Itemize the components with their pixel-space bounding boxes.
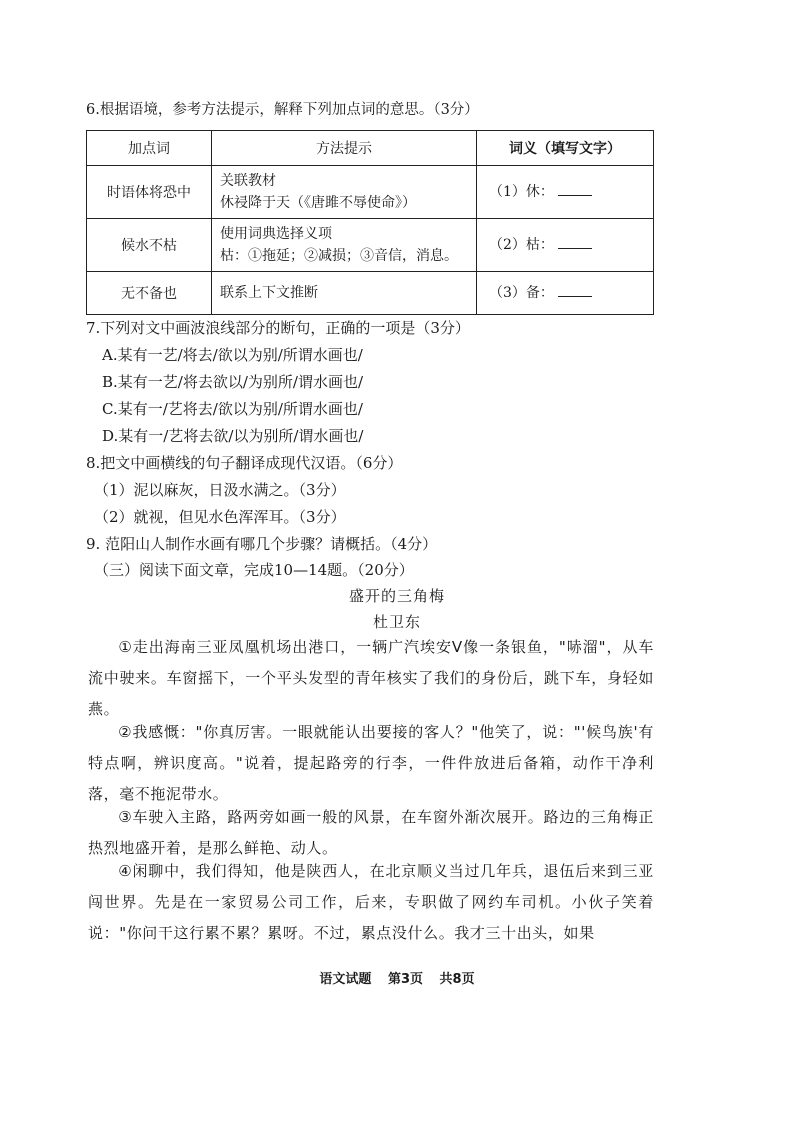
meaning-label: （1）休： [489,184,554,200]
meaning-cell [477,166,654,219]
method-hint-table [86,130,654,315]
answer-blank[interactable] [558,236,592,249]
answer-blank[interactable] [558,183,592,196]
article-paragraph [88,802,654,864]
section-3-heading: （三）阅读下面文章，完成10—14题。（20分） [94,561,414,579]
table-row [87,219,654,272]
hint-line: 枯：①拖延；②减损；③音信，消息。 [220,248,458,264]
footer-subject: 语文试题 [319,972,372,987]
method-hint [212,219,477,272]
table-row [87,166,654,219]
article-paragraph [88,717,654,810]
paragraph-text: ③车驶入主路，路两旁如画一般的风景，在车窗外渐次展开。路边的三角梅正热烈地盛开着，是那么鲜艳、动人。 [88,808,654,857]
header-hint: 方法提示 [212,131,477,166]
table-header-row [87,131,654,166]
paragraph-text: ④闲聊中，我们得知，他是陕西人，在北京顺义当过几年兵，退伍后来到三亚闯世界。先是在一家贸易公司工作，后来，专职做了网约车司机。小伙子笑着说："你问干这行累不累？累呀。不过，累点没什么。我才三十出头，如果 [88,862,654,942]
question-9-prompt: 9. 范阳山人制作水画有哪几个步骤？请概括。（4分） [86,535,438,553]
meaning-label: （3）备： [489,285,554,301]
method-hint [212,166,477,219]
meaning-label: （2）枯： [489,237,554,253]
hint-line: 使用词典选择义项 [220,226,332,242]
question-6-prompt: 6.根据语境，参考方法提示，解释下列加点词的意思。（3分） [86,102,479,118]
dotted-word: 候水不枯 [87,219,212,272]
dotted-word: 无不备也 [87,272,212,315]
dotted-word: 时语体将恐中 [87,166,212,219]
question-7-prompt: 7.下列对文中画波浪线部分的断句，正确的一项是（3分） [86,319,470,337]
paragraph-text: ②我感慨："你真厉害。一眼就能认出要接的客人？"他笑了，说："'候鸟族'有特点啊，辨识度高。"说着，提起路旁的行李，一件件放进后备箱，动作干净利落，毫不拖泥带水。 [88,723,654,803]
paragraph-text: ①走出海南三亚凤凰机场出港口，一辆广汽埃安V像一条银鱼，"哧溜"，从车流中驶来。车窗摇下，一个平头发型的青年核实了我们的身份后，跳下车，身轻如燕。 [88,638,654,718]
page-footer [0,970,794,990]
question-8-prompt: 8.把文中画横线的句子翻译成现代汉语。（6分） [86,454,403,472]
hint-line: 休祲降于天（《唐雎不辱使命》） [220,195,416,211]
header-meaning: 词义（填写文字） [477,131,654,166]
footer-page: 第3页 [387,972,423,987]
article-title: 盛开的三角梅 [348,587,445,605]
question-8-item: （1）泥以麻灰，日汲水满之。（3分） [94,481,346,499]
table-row [87,272,654,315]
meaning-cell [477,272,654,315]
answer-blank[interactable] [558,284,592,297]
article-paragraph [88,632,654,725]
meaning-cell [477,219,654,272]
option-d[interactable]: D.某有一/艺将去欲/以为别所/谓水画也/ [102,427,364,445]
article-author: 杜卫东 [372,613,421,631]
hint-line: 联系上下文推断 [220,285,318,301]
option-a[interactable]: A.某有一艺/将去/欲以为别/所谓水画也/ [102,346,363,364]
footer-total: 共8页 [439,972,475,987]
method-hint [212,272,477,315]
article-paragraph [88,856,654,949]
header-word: 加点词 [87,131,212,166]
option-b[interactable]: B.某有一艺/将去欲以/为别所/谓水画也/ [102,373,364,391]
hint-line: 关联教材 [220,173,276,189]
option-c[interactable]: C.某有一/艺将去/欲以为别/所谓水画也/ [102,400,363,418]
question-8-item: （2）就视，但见水色浑浑耳。（3分） [94,508,346,526]
